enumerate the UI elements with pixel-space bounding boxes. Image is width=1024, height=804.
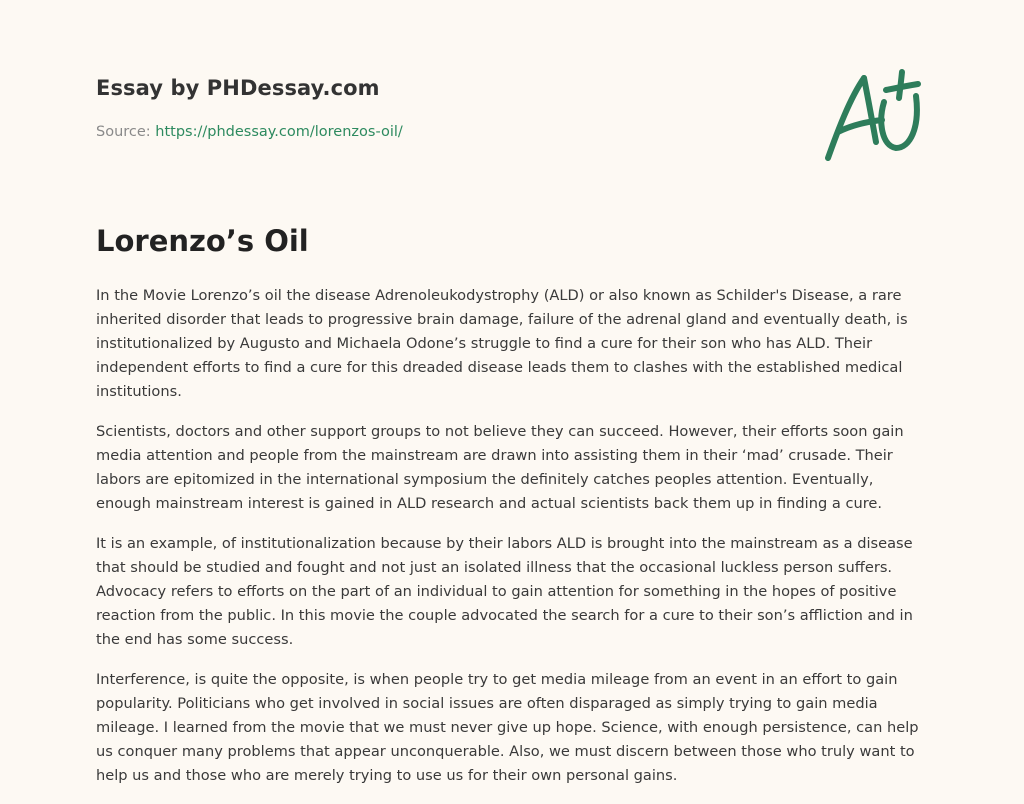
article-body: [96, 284, 932, 804]
site-title: Essay by PHDessay.com: [96, 76, 380, 100]
page-header: [96, 0, 936, 200]
article-title: Lorenzo’s Oil: [96, 224, 309, 258]
source-line: [96, 124, 403, 140]
article-paragraph: Interference, is quite the opposite, is when people try to get media mileage from an event in an effort to gain popularity. Politicians who get involved in social issues are often disparaged as simply trying to gain media mileage. I learned from the movie that we must never give up hope. Science, with enough persistence, can help us conquer many problems that appear unconquerable. Also, we must discern between those who truly want to help us and those who are merely trying to use us for their own personal gains.: [96, 671, 919, 784]
source-label: Source:: [96, 124, 156, 140]
article-paragraph: In the Movie Lorenzo’s oil the disease Adrenoleukodystrophy (ALD) or also known as Schilder's Disease, a rare inherited disorder that leads to progressive brain damage, failure of the adrenal gland and eventually death, is institutionalized by Augusto and Michaela Odone’s struggle to find a cure for their son who has ALD. Their independent efforts to find a cure for this dreaded disease leads them to clashes with the established medical institutions.: [96, 287, 908, 400]
source-link[interactable]: https://phdessay.com/lorenzos-oil/: [155, 124, 403, 140]
article-paragraph: It is an example, of institutionalization because by their labors ALD is brought into the mainstream as a disease that should be studied and fought and not just an isolated illness that the occasional luckless person suffers. Advocacy refers to efforts on the part of an individual to gain attention for something in the hopes of positive reaction from the public. In this movie the couple advocated the search for a cure to their son’s affliction and in the end has some success.: [96, 535, 913, 648]
a-plus-logo-icon: [824, 68, 928, 164]
article-paragraph: Scientists, doctors and other support groups to not believe they can succeed. However, their efforts soon gain media attention and people from the mainstream are drawn into assisting them in their ‘mad’ crusade. Their labors are epitomized in the international symposium the definitely catches peoples attention. Eventually, enough mainstream interest is gained in ALD research and actual scientists back them up in finding a cure.: [96, 423, 904, 512]
